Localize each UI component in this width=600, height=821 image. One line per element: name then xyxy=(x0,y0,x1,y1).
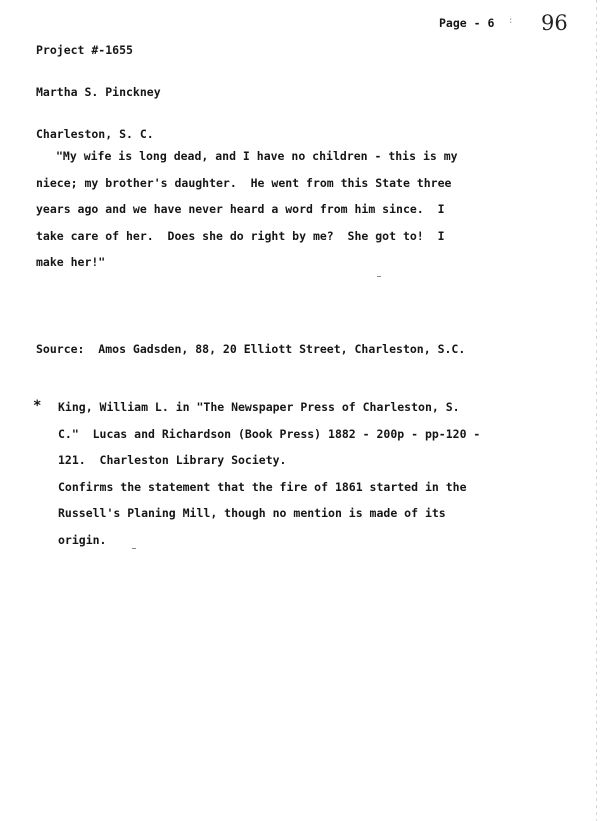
page-label: Page - 6 xyxy=(439,16,495,30)
reference-paragraph xyxy=(58,394,558,553)
handwritten-page-number: 96 xyxy=(541,11,568,35)
author-location: Charleston, S. C. xyxy=(36,127,154,141)
author-name: Martha S. Pinckney xyxy=(36,85,161,99)
quote-line: years ago and we have never heard a word from him since. I xyxy=(36,202,445,216)
reference-line: Confirms the statement that the fire of 1861 started in the xyxy=(58,479,467,494)
quote-line: make her!" xyxy=(36,255,106,269)
project-number: Project #-1655 xyxy=(36,43,133,57)
quote-paragraph xyxy=(36,143,536,276)
reference-line: King, William L. in "The Newspaper Press of Charleston, S. xyxy=(58,400,460,414)
page-stray-mark: : xyxy=(508,16,514,26)
quote-line: niece; my brother's daughter. He went from this State three xyxy=(36,175,452,190)
scan-margin-rule xyxy=(596,0,597,821)
quote-line: "My wife is long dead, and I have no children - this is my xyxy=(56,149,458,163)
reference-line: Russell's Planing Mill, though no mention is made of its xyxy=(58,506,446,520)
reference-line: 121. Charleston Library Society. xyxy=(58,453,287,467)
source-line: Source: Amos Gadsden, 88, 20 Elliott Street, Charleston, S.C. xyxy=(36,342,466,356)
ink-speck xyxy=(132,548,136,549)
ink-speck xyxy=(377,276,381,277)
asterisk-bullet: * xyxy=(33,398,42,414)
reference-line: origin. xyxy=(58,532,107,547)
quote-line: take care of her. Does she do right by me? She got to! I xyxy=(36,228,445,243)
reference-line: C." Lucas and Richardson (Book Press) 1882 - 200p - pp-120 - xyxy=(58,426,481,441)
